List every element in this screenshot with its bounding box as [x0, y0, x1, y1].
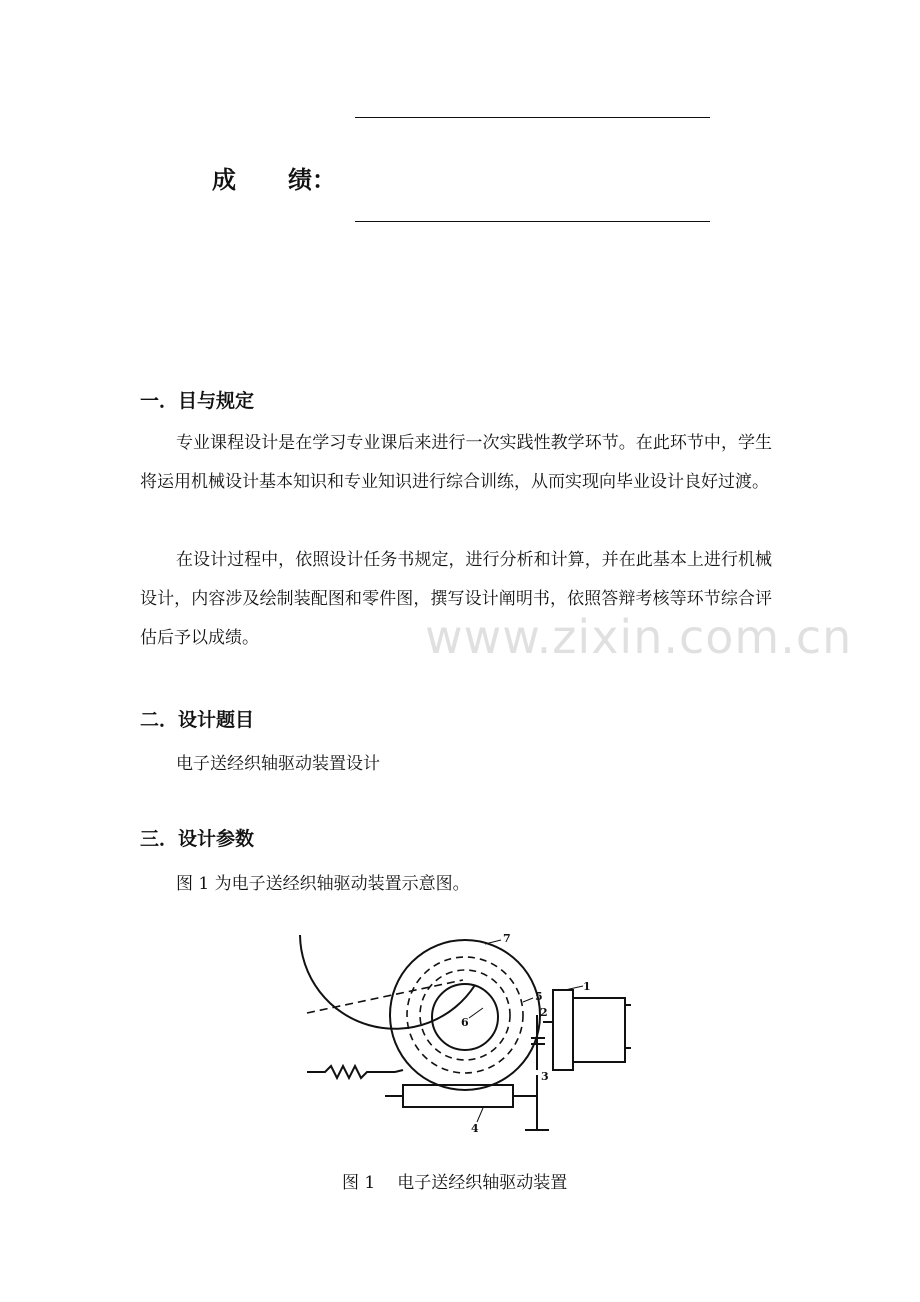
figure-caption — [342, 1168, 567, 1193]
warp-beam-drive-diagram — [285, 910, 645, 1140]
motor-1-body — [573, 998, 625, 1062]
beam-dashed-outer — [407, 957, 523, 1073]
score-label-char1: 成 — [212, 166, 236, 194]
section-1-paragraph-1: 专业课程设计是在学习专业课后来进行一次实践性教学环节。在此环节中，学生将运用机械设计基本知识和专业知识进行综合训练，从而实现向毕业设计良好过渡。 — [140, 433, 772, 492]
design-title: 电子送经织轴驱动装置设计 — [176, 754, 380, 774]
figure-intro: 图 1 为电子送经织轴驱动装置示意图。 — [176, 874, 470, 894]
figure-caption-text: 电子送经织轴驱动装置 — [397, 1173, 568, 1193]
label-6: 6 — [461, 1016, 469, 1029]
section-1-paragraph-2: 在设计过程中，依照设计任务书规定，进行分析和计算，并在此基本上进行机械设计，内容涉及绘制装配图和零件图，撰写设计阐明书，依照答辩考核等环节综合评估后予以成绩。 — [140, 550, 772, 648]
score-rule — [355, 221, 710, 222]
label-4: 4 — [471, 1122, 479, 1135]
motor-flange — [553, 990, 573, 1070]
spring — [307, 1066, 395, 1078]
top-rule — [355, 117, 710, 118]
section-heading-3: 三．设计参数 — [140, 828, 255, 850]
section-heading-1: 一．目与规定 — [140, 390, 255, 412]
label-5: 5 — [535, 990, 543, 1003]
roll-7 — [300, 935, 475, 1029]
beam-5-outer — [390, 940, 540, 1090]
label-1: 1 — [583, 980, 591, 993]
figure-caption-number: 图 1 — [342, 1173, 376, 1193]
score-label — [212, 160, 336, 195]
label-3: 3 — [541, 1070, 549, 1083]
watermark: www.zixin.com.cn — [425, 610, 853, 664]
label-7: 7 — [503, 932, 511, 945]
bar-4 — [403, 1085, 513, 1107]
score-label-char2: 绩： — [288, 166, 336, 194]
section-heading-2: 二．设计题目 — [140, 709, 255, 731]
label-2: 2 — [540, 1006, 548, 1019]
